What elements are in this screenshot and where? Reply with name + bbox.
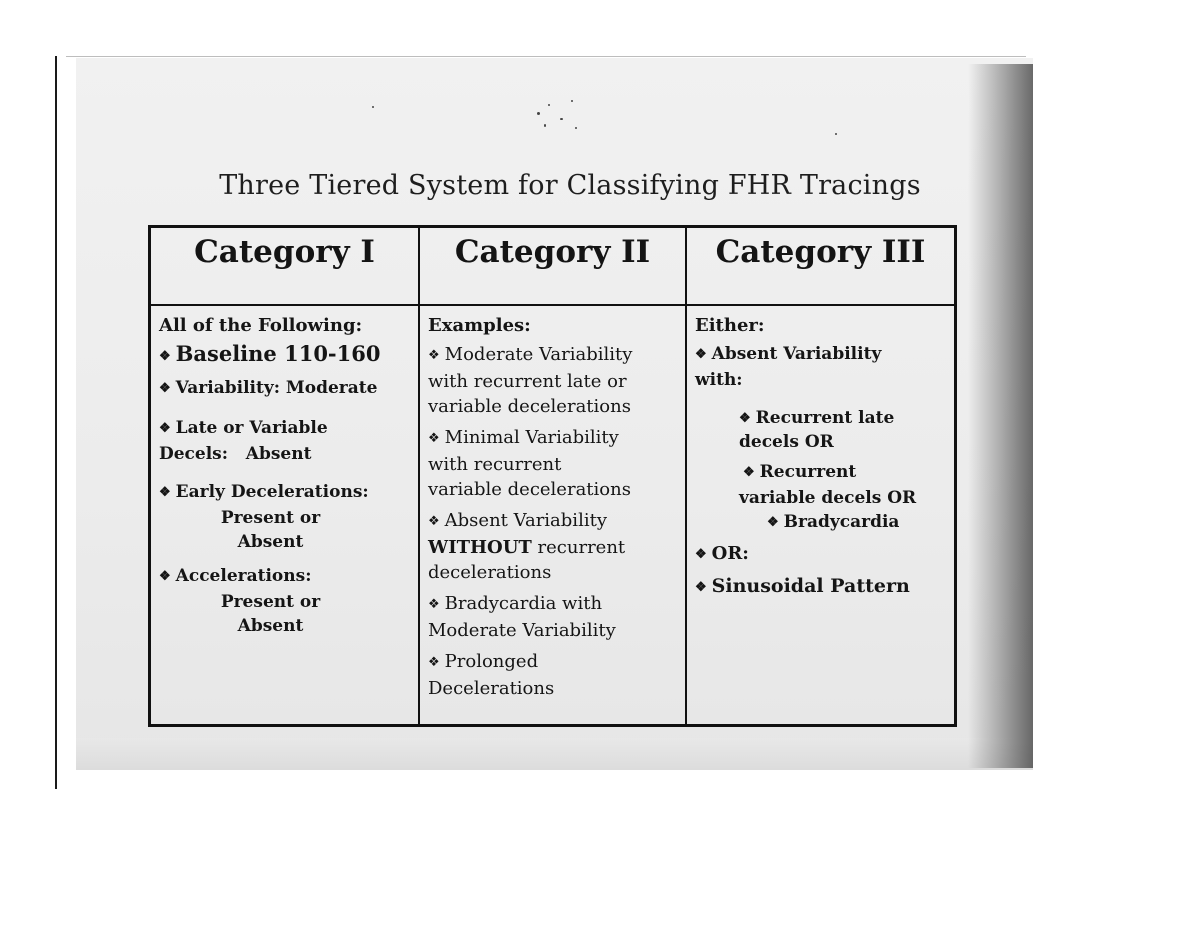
list-item bbox=[695, 460, 948, 510]
absent-variability-criterion: Absent Variability bbox=[711, 344, 882, 364]
late-variable-criterion: Late or Variable bbox=[175, 418, 328, 438]
example-4-line-2: Moderate Variability bbox=[428, 620, 616, 641]
list-item bbox=[695, 574, 948, 601]
scan-bottom-band bbox=[76, 738, 1033, 770]
diamond-bullet-icon: ❖ bbox=[159, 381, 171, 396]
scan-speckle bbox=[544, 124, 546, 127]
category-2-intro: Examples: bbox=[428, 315, 531, 336]
list-item bbox=[428, 591, 679, 643]
example-5-line-1: Prolonged bbox=[444, 651, 539, 672]
example-2-line-1: Minimal Variability bbox=[444, 427, 619, 448]
sub-criterion-2-line-2: variable decels OR bbox=[739, 488, 917, 508]
sub-criterion-1-line-1: Recurrent late bbox=[755, 408, 895, 428]
diamond-bullet-icon: ❖ bbox=[159, 485, 171, 500]
category-3-criteria bbox=[687, 306, 954, 724]
scan-speckle bbox=[560, 118, 563, 120]
sub-criterion-2-line-1: Recurrent bbox=[759, 462, 857, 482]
scan-speckle bbox=[548, 104, 550, 106]
scan-speckle bbox=[537, 112, 540, 115]
list-item bbox=[695, 510, 948, 536]
variability-criterion: Variability: Moderate bbox=[175, 378, 378, 398]
scan-left-edge bbox=[55, 56, 57, 789]
list-item bbox=[159, 480, 412, 554]
diamond-bullet-icon: ❖ bbox=[428, 348, 440, 363]
list-item bbox=[159, 564, 412, 638]
list-item bbox=[695, 430, 948, 454]
or-separator: OR: bbox=[711, 543, 749, 564]
diamond-bullet-icon: ❖ bbox=[428, 431, 440, 446]
diamond-bullet-icon: ❖ bbox=[739, 411, 751, 426]
category-2-examples bbox=[420, 306, 687, 724]
category-1-criteria bbox=[151, 306, 420, 724]
fhr-classification-table bbox=[148, 225, 957, 727]
diamond-bullet-icon: ❖ bbox=[428, 597, 440, 612]
diamond-bullet-icon: ❖ bbox=[428, 514, 440, 529]
example-4-line-1: Bradycardia with bbox=[444, 593, 603, 614]
list-item bbox=[695, 342, 948, 392]
scan-top-line bbox=[66, 56, 1026, 57]
scan-speckle bbox=[835, 133, 837, 135]
example-2-line-3: variable decelerations bbox=[428, 479, 631, 500]
list-item bbox=[159, 342, 412, 370]
diamond-bullet-icon: ❖ bbox=[695, 580, 707, 595]
diamond-bullet-icon: ❖ bbox=[159, 349, 171, 364]
category-3-header: Category III bbox=[687, 228, 954, 306]
list-item bbox=[159, 416, 412, 466]
early-decelerations-value-2: Absent bbox=[237, 532, 304, 552]
list-item bbox=[428, 342, 679, 419]
example-3-line-1: Absent Variability bbox=[444, 510, 607, 531]
accelerations-criterion: Accelerations: bbox=[175, 566, 312, 586]
diamond-bullet-icon: ❖ bbox=[428, 655, 440, 670]
diamond-bullet-icon: ❖ bbox=[695, 547, 707, 562]
example-3-line-2 bbox=[428, 535, 679, 560]
late-variable-value: Decels: Absent bbox=[159, 444, 312, 464]
example-3-line-3: decelerations bbox=[428, 562, 552, 583]
page-title: Three Tiered System for Classifying FHR Tracings bbox=[219, 170, 921, 201]
list-item bbox=[428, 649, 679, 701]
baseline-criterion: Baseline 110-160 bbox=[175, 341, 381, 366]
without-emphasis: WITHOUT bbox=[428, 537, 532, 558]
sinusoidal-pattern-criterion: Sinusoidal Pattern bbox=[711, 575, 910, 597]
example-1-line-1: Moderate Variability bbox=[444, 344, 633, 365]
list-item bbox=[159, 376, 412, 402]
list-item bbox=[695, 406, 948, 432]
accelerations-value-1: Present or bbox=[220, 592, 321, 612]
example-5-line-2: Decelerations bbox=[428, 678, 555, 699]
example-1-line-3: variable decelerations bbox=[428, 396, 631, 417]
diamond-bullet-icon: ❖ bbox=[695, 347, 707, 362]
scan-speckle bbox=[575, 127, 577, 129]
diamond-bullet-icon: ❖ bbox=[767, 515, 779, 530]
diamond-bullet-icon: ❖ bbox=[743, 465, 755, 480]
accelerations-value-2: Absent bbox=[237, 616, 304, 636]
category-2-header: Category II bbox=[420, 228, 687, 306]
list-item bbox=[428, 425, 679, 502]
scan-speckle bbox=[372, 106, 374, 108]
example-3-line-2-rest: recurrent bbox=[531, 537, 626, 558]
diamond-bullet-icon: ❖ bbox=[159, 569, 171, 584]
list-item bbox=[428, 508, 679, 585]
diamond-bullet-icon: ❖ bbox=[159, 421, 171, 436]
early-decelerations-value-1: Present or bbox=[220, 508, 321, 528]
category-1-header: Category I bbox=[151, 228, 420, 306]
absent-variability-with: with: bbox=[695, 370, 743, 390]
example-2-line-2: with recurrent bbox=[428, 454, 562, 475]
example-1-line-2: with recurrent late or bbox=[428, 371, 627, 392]
scan-speckle bbox=[571, 100, 573, 102]
category-3-intro: Either: bbox=[695, 315, 765, 336]
early-decelerations-criterion: Early Decelerations: bbox=[175, 482, 369, 502]
sub-criterion-1-line-2: decels OR bbox=[739, 432, 834, 452]
category-1-intro: All of the Following: bbox=[159, 315, 363, 336]
sub-criterion-3: Bradycardia bbox=[783, 512, 900, 532]
list-item bbox=[695, 542, 948, 568]
